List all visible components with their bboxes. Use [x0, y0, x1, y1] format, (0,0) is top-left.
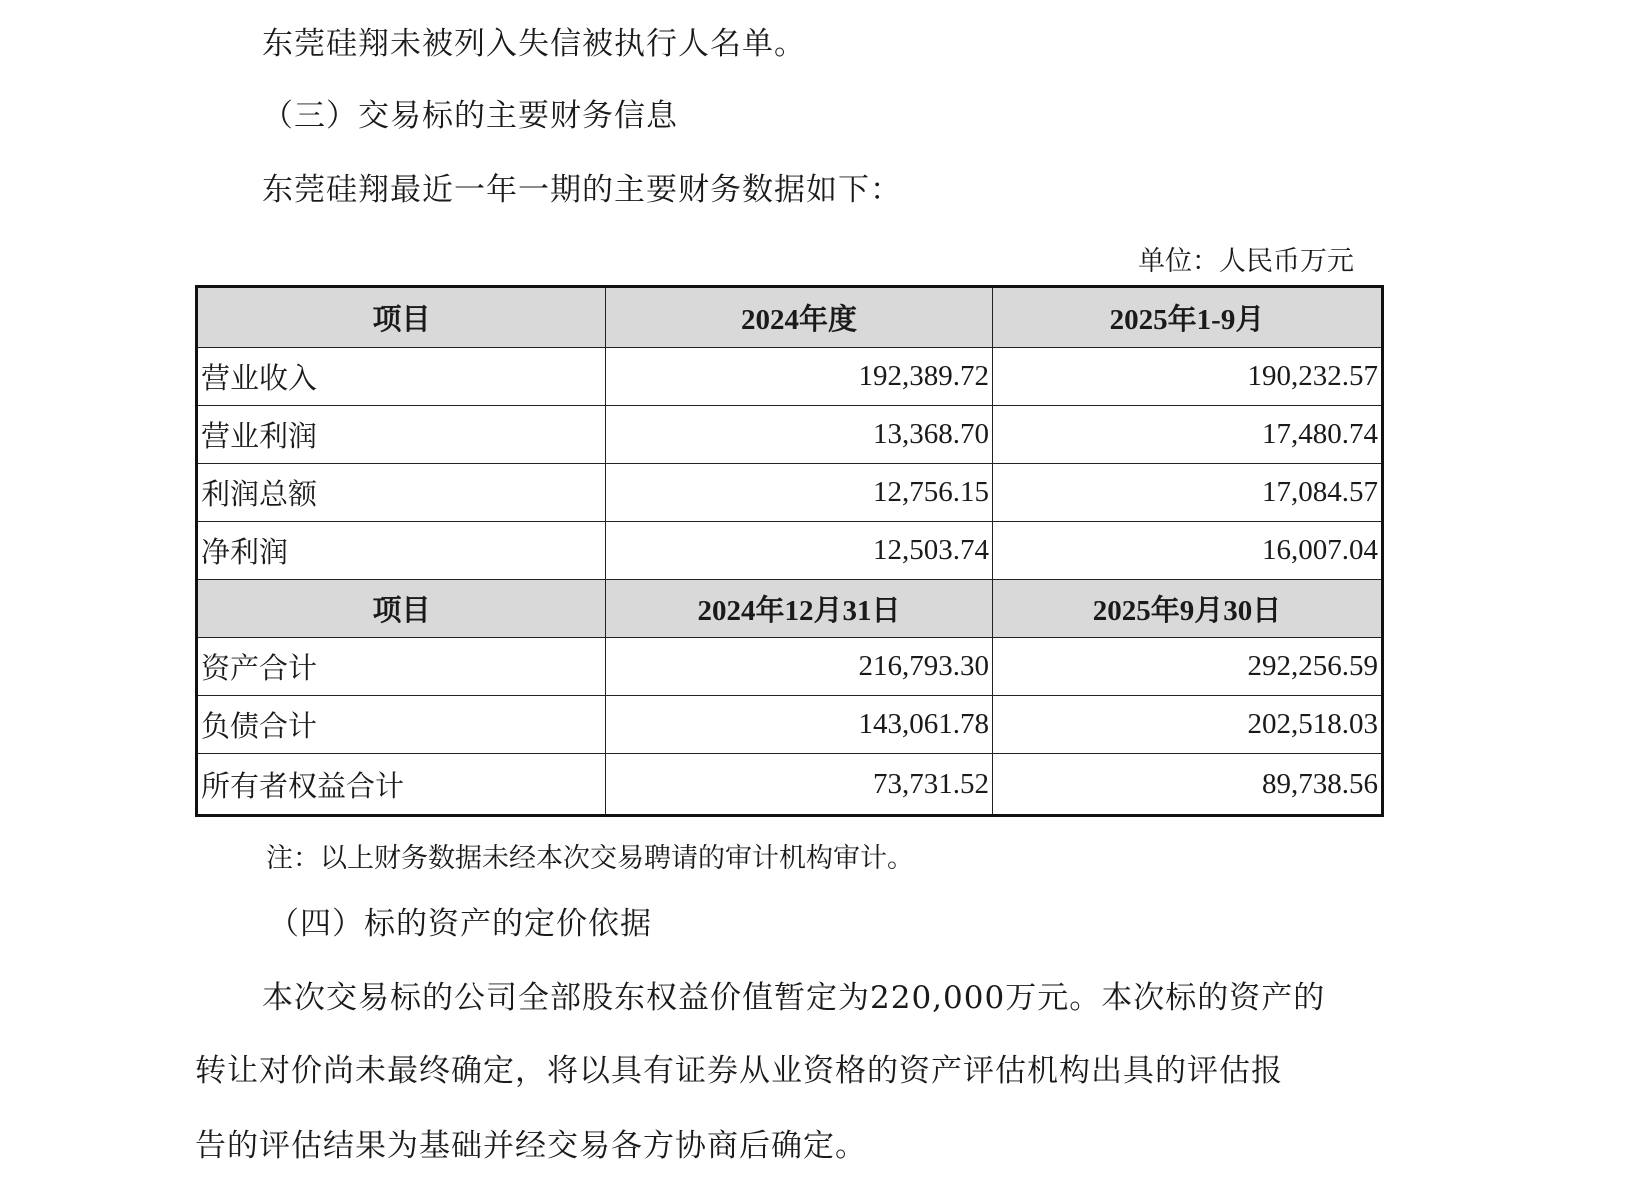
header-cell-2025-09-30: 2025年9月30日	[993, 580, 1383, 638]
row-value-2024: 12,756.15	[606, 464, 993, 522]
row-label: 净利润	[197, 522, 606, 580]
row-label: 所有者权益合计	[197, 754, 606, 816]
row-value-2024: 216,793.30	[606, 638, 993, 696]
row-value-2025: 202,518.03	[993, 696, 1383, 754]
paragraph-pricing-line-1: 本次交易标的公司全部股东权益价值暂定为220,000万元。本次标的资产的	[262, 980, 1326, 1016]
row-value-2025: 292,256.59	[993, 638, 1383, 696]
row-label: 资产合计	[197, 638, 606, 696]
row-value-2025: 16,007.04	[993, 522, 1383, 580]
row-value-2024: 73,731.52	[606, 754, 993, 816]
row-value-2024: 13,368.70	[606, 406, 993, 464]
header-cell-2025-jan-sep: 2025年1-9月	[993, 287, 1383, 348]
header-cell-2024-annual: 2024年度	[606, 287, 993, 348]
row-value-2024: 192,389.72	[606, 348, 993, 406]
row-label: 利润总额	[197, 464, 606, 522]
row-value-2025: 17,084.57	[993, 464, 1383, 522]
table-row	[197, 754, 1383, 816]
table-row	[197, 522, 1383, 580]
header-cell-item: 项目	[197, 287, 606, 348]
paragraph-financial-intro: 东莞硅翔最近一年一期的主要财务数据如下：	[262, 172, 902, 208]
section-heading-pricing-basis: （四）标的资产的定价依据	[268, 906, 652, 942]
table-footnote: 注：以上财务数据未经本次交易聘请的审计机构审计。	[266, 843, 914, 874]
paragraph-pricing-line-2: 转让对价尚未最终确定，将以具有证券从业资格的资产评估机构出具的评估报	[195, 1053, 1283, 1089]
row-value-2025: 89,738.56	[993, 754, 1383, 816]
table-row	[197, 638, 1383, 696]
table-row	[197, 696, 1383, 754]
table-subheader-row	[197, 580, 1383, 638]
financial-data-table	[195, 285, 1384, 817]
row-value-2025: 190,232.57	[993, 348, 1383, 406]
header-cell-item: 项目	[197, 580, 606, 638]
section-heading-financial-info: （三）交易标的主要财务信息	[262, 98, 678, 134]
header-cell-2024-12-31: 2024年12月31日	[606, 580, 993, 638]
row-value-2025: 17,480.74	[993, 406, 1383, 464]
row-value-2024: 143,061.78	[606, 696, 993, 754]
row-label: 负债合计	[197, 696, 606, 754]
table-row	[197, 348, 1383, 406]
paragraph-blacklist-status: 东莞硅翔未被列入失信被执行人名单。	[262, 26, 806, 62]
paragraph-pricing-line-3: 告的评估结果为基础并经交易各方协商后确定。	[195, 1128, 867, 1164]
row-value-2024: 12,503.74	[606, 522, 993, 580]
row-label: 营业收入	[197, 348, 606, 406]
table-header-row	[197, 287, 1383, 348]
table-row	[197, 406, 1383, 464]
row-label: 营业利润	[197, 406, 606, 464]
table-unit-label: 单位：人民币万元	[1138, 246, 1354, 277]
table-row	[197, 464, 1383, 522]
